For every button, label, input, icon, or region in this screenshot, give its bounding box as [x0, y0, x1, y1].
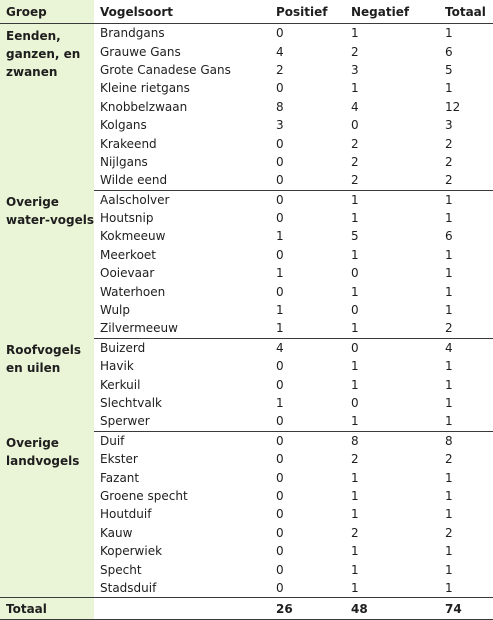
group-label: Eenden, ganzen, en zwanen	[0, 24, 94, 191]
positief-cell: 0	[276, 247, 284, 262]
species-cell: Kerkuil	[100, 377, 141, 392]
totaal-cell: 1	[445, 192, 453, 207]
negatief-cell: 1	[351, 359, 359, 374]
totaal-cell: 1	[445, 377, 453, 392]
total-row	[0, 598, 493, 620]
positief-cell: 0	[276, 359, 284, 374]
species-cell: Wulp	[100, 303, 130, 318]
table-row	[0, 190, 493, 209]
totaal-cell: 2	[439, 319, 493, 338]
species-cell: Duif	[100, 433, 125, 448]
species-cell: Houtduif	[100, 507, 152, 522]
positief-cell: 0	[276, 452, 284, 467]
totaal-cell: 1	[439, 579, 493, 598]
negatief-cell: 1	[351, 247, 359, 262]
totaal-cell: 1	[445, 81, 453, 96]
positief-cell: 0	[270, 579, 345, 598]
species-cell: Kleine rietgans	[100, 81, 190, 96]
positief-cell: 1	[276, 303, 284, 318]
positief-cell: 2	[276, 62, 284, 77]
negatief-cell: 5	[351, 229, 359, 244]
totaal-cell: 1	[445, 544, 453, 559]
negatief-cell: 2	[351, 452, 359, 467]
species-cell: Grote Canadese Gans	[100, 62, 231, 77]
table-row	[0, 24, 493, 43]
totaal-cell: 2	[445, 452, 453, 467]
totaal-cell: 2	[445, 154, 453, 169]
negatief-cell: 1	[345, 319, 439, 338]
totaal-cell: 1	[445, 396, 453, 410]
species-cell: Kauw	[100, 525, 133, 540]
negatief-cell: 0	[351, 396, 359, 410]
totaal-cell: 1	[445, 303, 453, 318]
negatief-cell: 1	[351, 284, 359, 299]
totaal-cell: 5	[445, 62, 453, 77]
positief-cell: 1	[276, 266, 284, 281]
negatief-cell: 2	[351, 136, 359, 151]
species-cell: Waterhoen	[100, 284, 166, 299]
negatief-cell: 1	[351, 26, 359, 41]
positief-cell: 0	[270, 412, 345, 431]
total-label: Totaal	[0, 598, 94, 620]
totaal-cell: 1	[445, 284, 453, 299]
totaal-cell: 1	[445, 247, 453, 262]
species-cell: Brandgans	[100, 26, 165, 41]
negatief-cell: 2	[351, 44, 359, 59]
table-body	[0, 24, 493, 598]
negatief-cell: 1	[351, 488, 359, 503]
header-vogelsoort: Vogelsoort	[94, 0, 270, 24]
negatief-cell: 1	[351, 470, 359, 485]
group-label: Overige water-vogels	[0, 190, 94, 338]
group-label: Roofvogels en uilen	[0, 338, 94, 431]
header-positief: Positief	[270, 0, 345, 24]
positief-cell: 1	[270, 319, 345, 338]
species-cell: Wilde eend	[94, 171, 270, 190]
species-cell: Havik	[100, 359, 134, 374]
positief-cell: 0	[276, 470, 284, 485]
totaal-cell: 1	[445, 359, 453, 374]
species-cell: Knobbelzwaan	[100, 99, 188, 114]
total-empty-cell	[94, 598, 270, 620]
positief-cell: 0	[276, 81, 284, 96]
positief-cell: 0	[276, 544, 284, 559]
species-cell: Krakeend	[100, 136, 157, 151]
totaal-cell: 1	[445, 507, 453, 522]
species-cell: Kokmeeuw	[100, 229, 166, 244]
positief-cell: 0	[276, 284, 284, 299]
total-totaal: 74	[439, 598, 493, 620]
positief-cell: 0	[270, 171, 345, 190]
totaal-cell: 2	[439, 171, 493, 190]
negatief-cell: 1	[351, 544, 359, 559]
totaal-cell: 1	[445, 211, 453, 226]
totaal-cell: 12	[445, 99, 461, 114]
positief-cell: 0	[276, 525, 284, 540]
species-cell: Koperwiek	[100, 544, 163, 559]
species-cell: Kolgans	[100, 118, 147, 133]
species-cell: Nijlgans	[100, 154, 148, 169]
negatief-cell: 1	[345, 412, 439, 431]
negatief-cell: 0	[351, 266, 359, 281]
negatief-cell: 8	[351, 433, 359, 448]
species-cell: Ooievaar	[100, 266, 155, 281]
negatief-cell: 3	[351, 62, 359, 77]
positief-cell: 8	[276, 99, 284, 114]
species-cell: Grauwe Gans	[100, 44, 181, 59]
negatief-cell: 1	[351, 81, 359, 96]
species-cell: Slechtvalk	[100, 396, 162, 410]
negatief-cell: 1	[351, 377, 359, 392]
header-totaal: Totaal	[439, 0, 493, 24]
totaal-cell: 2	[445, 525, 453, 540]
negatief-cell: 1	[351, 562, 359, 577]
totaal-cell: 4	[445, 340, 453, 355]
positief-cell: 0	[276, 507, 284, 522]
species-cell: Groene specht	[100, 488, 188, 503]
totaal-cell: 2	[445, 136, 453, 151]
positief-cell: 4	[276, 44, 284, 59]
totaal-cell: 6	[445, 44, 453, 59]
species-cell: Houtsnip	[100, 211, 154, 226]
positief-cell: 0	[276, 136, 284, 151]
positief-cell: 0	[276, 562, 284, 577]
group-label: Overige landvogels	[0, 431, 94, 598]
species-cell: Sperwer	[94, 412, 270, 431]
total-positief: 26	[270, 598, 345, 620]
negatief-cell: 2	[345, 171, 439, 190]
positief-cell: 0	[276, 377, 284, 392]
positief-cell: 4	[276, 340, 284, 355]
table-row	[0, 338, 493, 357]
total-negatief: 48	[345, 598, 439, 620]
totaal-cell: 1	[445, 470, 453, 485]
totaal-cell: 1	[445, 488, 453, 503]
negatief-cell: 1	[351, 211, 359, 226]
totaal-cell: 1	[445, 562, 453, 577]
negatief-cell: 4	[351, 99, 359, 114]
positief-cell: 0	[276, 433, 284, 448]
negatief-cell: 1	[345, 579, 439, 598]
species-cell: Fazant	[100, 470, 140, 485]
positief-cell: 0	[276, 26, 284, 41]
header-groep: Groep	[0, 0, 94, 24]
negatief-cell: 2	[351, 154, 359, 169]
negatief-cell: 1	[351, 192, 359, 207]
table-row	[0, 431, 493, 450]
positief-cell: 1	[276, 229, 284, 244]
species-cell: Specht	[100, 562, 142, 577]
header-row	[0, 0, 493, 24]
positief-cell: 1	[276, 396, 284, 410]
header-negatief: Negatief	[345, 0, 439, 24]
negatief-cell: 2	[351, 525, 359, 540]
species-cell: Zilvermeeuw	[94, 319, 270, 338]
species-cell: Aalscholver	[100, 192, 170, 207]
totaal-cell: 1	[445, 266, 453, 281]
totaal-cell: 1	[445, 26, 453, 41]
negatief-cell: 0	[351, 340, 359, 355]
totaal-cell: 8	[445, 433, 453, 448]
species-cell: Stadsduif	[94, 579, 270, 598]
positief-cell: 3	[276, 118, 284, 133]
positief-cell: 0	[276, 192, 284, 207]
positief-cell: 0	[276, 211, 284, 226]
totaal-cell: 6	[445, 229, 453, 244]
species-cell: Ekster	[100, 452, 138, 467]
totaal-cell: 1	[439, 412, 493, 431]
negatief-cell: 0	[351, 303, 359, 318]
species-cell: Buizerd	[100, 340, 146, 355]
negatief-cell: 0	[351, 118, 359, 133]
species-cell: Meerkoet	[100, 247, 157, 262]
negatief-cell: 1	[351, 507, 359, 522]
totaal-cell: 3	[445, 118, 453, 133]
positief-cell: 0	[276, 154, 284, 169]
positief-cell: 0	[276, 488, 284, 503]
